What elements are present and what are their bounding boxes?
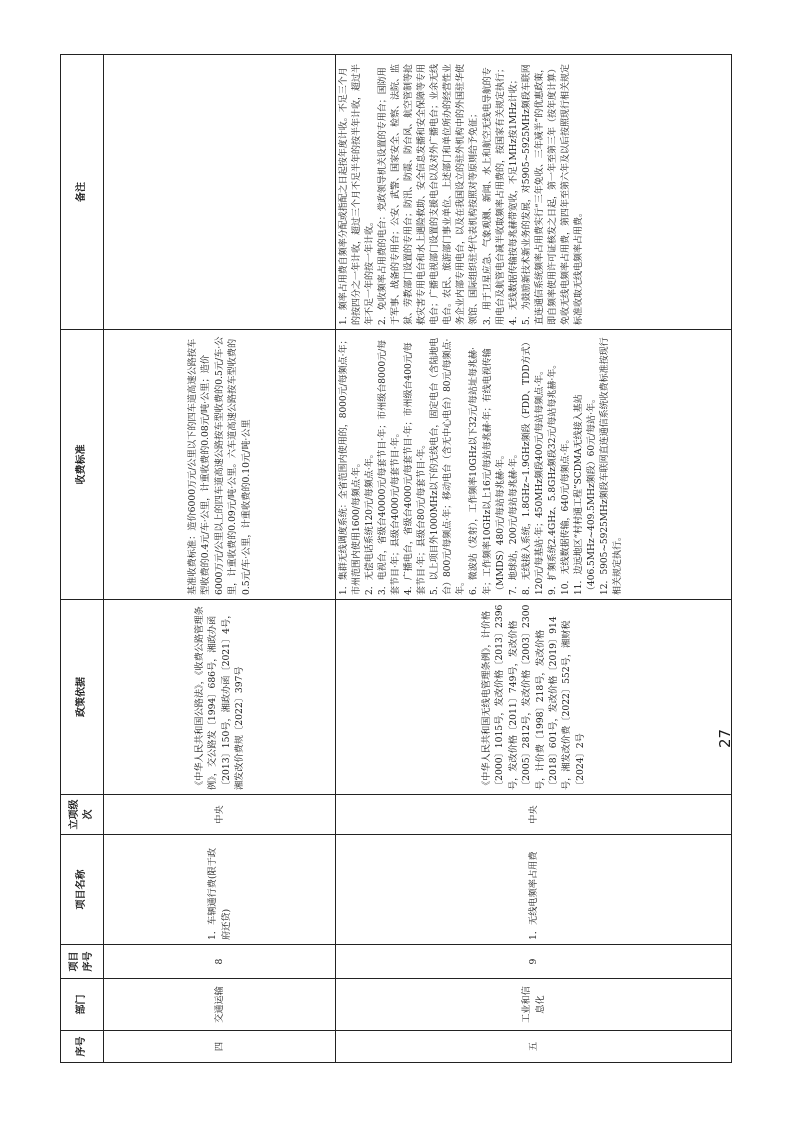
- header-standard: 收费标准: [61, 330, 104, 600]
- cell-basis: 《中华人民共和国公路法》，《收费公路管理条例》，交公路发〔1994〕686号，湘政办函〔2013〕150号，湘政办函〔2021〕4号，湘发改价费规〔2022〕397号: [104, 600, 336, 795]
- standard-item: 基准收费标准：造价6000万元/公里以下的四车道高速公路按车型收费的0.4元/车·公里，计重收费的0.08元/吨·公里；造价6000万元/公里以上的四车道高速公路按车型收费的0.5元/车·公里，计重收费的0.09元/吨·公里。六车道高速公路按车型收费的0.5元/车·公里，计重收费的0.10元/吨·公里: [187, 336, 252, 595]
- cell-proj-seq: 9: [336, 945, 732, 979]
- cell-standard: [336, 330, 732, 600]
- standard-item: 1．集群无线调度系统：全省范围内使用的，8000元/每频点·年；市州范围内使用1600/每频点·年。: [339, 335, 363, 595]
- fee-table: [60, 54, 732, 1063]
- cell-seq: 五: [336, 1031, 732, 1063]
- page-number: 27: [716, 728, 734, 748]
- standard-item: 11．边远地区“村村通工程”SCDMA无线接入基站（406.5MHz~409.5MHz频段）60元/每站·年。: [573, 393, 597, 595]
- cell-basis: 《中华人民共和国无线电管理条例》，计价格〔2000〕1015号，发改价格〔2013〕2396号，发改价格〔2011〕749号，发改价格〔2005〕2812号，发改价格〔2003〕2300号，计价费〔1998〕218号，发改价格〔2018〕601号，发改价格〔2019〕914号，湘发改价费〔2022〕552号，湘财税〔2024〕2号: [336, 600, 732, 795]
- standard-item: 3．电视台，省级台40000元/每套节目·年；市州级台8000元/每套节目·年；县级台4000元/每套节目·年。: [378, 339, 402, 595]
- header-dept: 部门: [61, 979, 104, 1031]
- cell-remarks: [104, 55, 336, 330]
- cell-level: 中央: [336, 795, 732, 835]
- cell-level: 中央: [104, 795, 336, 835]
- cell-proj-seq: 8: [104, 945, 336, 979]
- header-basis: 政策依据: [61, 600, 104, 795]
- standard-item: 6．微波站（发射），工作频率10GHz以下32元/每站址每兆赫·年；工作频率10GHz以上16元/每站每兆赫·年；有线电视传输（MMDS）480元/每站每兆赫·年。: [469, 347, 506, 595]
- standard-item: 9．扩频系统2.4GHz、5.8GHz频段32元/每站每兆赫·年。: [547, 359, 558, 595]
- cell-dept: 工业和信息化: [336, 979, 732, 1031]
- cell-seq: 四: [104, 1031, 336, 1063]
- table-row: [104, 55, 336, 1063]
- standard-item: 10．无线数据传输，640元/每频点·年。: [560, 434, 571, 595]
- standard-item: 4．广播电台，省级台4000元/每套节目·年；市州级台400元/每套节目·年；县级台80元/每套节目·年。: [404, 342, 428, 595]
- header-seq: 序号: [61, 1031, 104, 1063]
- header-proj-seq: 项目序号: [61, 945, 104, 979]
- cell-dept: 交通运输: [104, 979, 336, 1031]
- standard-item: 7．地球站，200元/每站每兆赫·年。: [508, 449, 519, 595]
- header-proj-name: 项目名称: [61, 835, 104, 945]
- header-level: 立项级次: [61, 795, 104, 835]
- rotated-table-container: [60, 55, 732, 1063]
- remark-item: 4．无线数据传输按每兆赫带宽收，不足1MHz按1MHz计收；: [508, 75, 519, 325]
- cell-standard: [104, 330, 336, 600]
- standard-item: 2．无偿电话系统120元/每频点·年。: [365, 449, 376, 595]
- cell-proj-name: 1．车辆通行费(限于政府还贷): [104, 835, 336, 945]
- header-remarks: 备注: [61, 55, 104, 330]
- table-header-row: [61, 55, 104, 1063]
- standard-item: 8．无线接入系统，1.8GHz~1.9GHz频段（FDD、TDD方式）120元/每基站·年；450MHz频段400元/每站每频点·年。: [521, 337, 545, 595]
- remark-item: 3．用于卫星应急、气象观测、新闻、水上和航空无线电导航的专用电台及航管电台减半收取频率占用费的，按国家有关规定执行；: [482, 63, 506, 325]
- remark-item: 5．为鼓励新技术新业务的发展，对5905~5925MHz频段车联网直连通信系统频率占用费实行“三年免收、三年减半”的优惠政策，即自频率使用许可证核发之日起，第一年至第三年（按年度计算）免收无线电频率占用费，第四年至第六年及以后按照现行相关规定标准收取无线电频率占用费。: [521, 63, 584, 325]
- remark-item: 1．频率占用费自频率分配或指配之日起按年度计收。不足三个月的按四分之一年计收，超过三个月不足半年的按半年计收，超过半年不足一年的按一年计收。: [339, 63, 376, 325]
- cell-proj-name: 1．无线电频率占用费: [336, 835, 732, 945]
- standard-item: 12．5905~5925MHz频段车联网直连通信系统收费标准按现行相关规定执行。: [599, 337, 623, 595]
- table-row: [336, 55, 732, 1063]
- standard-item: 5．以上项目外1000MHz以下的无线电台，固定电台（含陆地电台）800元/每频点·年；移动电台（含无中心电台）80元/每频点·年。: [430, 337, 467, 595]
- cell-remarks: [336, 55, 732, 330]
- remark-item: 2．免收频率占用费的电台：党政领导机关设置的专用台；国防用于军事、战备的专用台；公安、武警、国家安全、检察、法院、监狱、劳教部门设置的专用台；防汛、防震、防台风、航空管制等抢救灾害专用电台和水上遇险救助、安全信息发播和安全保障等专用电台；广播电视部门设置的支援电台以及对外广播电台；业余无线电台。农民、旅游部门事业单位、上述部门和单位所办的经营性业务企业内部专用电台，以及在我国设立的驻外机构中的外国驻华使领馆、国际组织驻华代表机构按照对等原则给予免征；: [378, 63, 480, 325]
